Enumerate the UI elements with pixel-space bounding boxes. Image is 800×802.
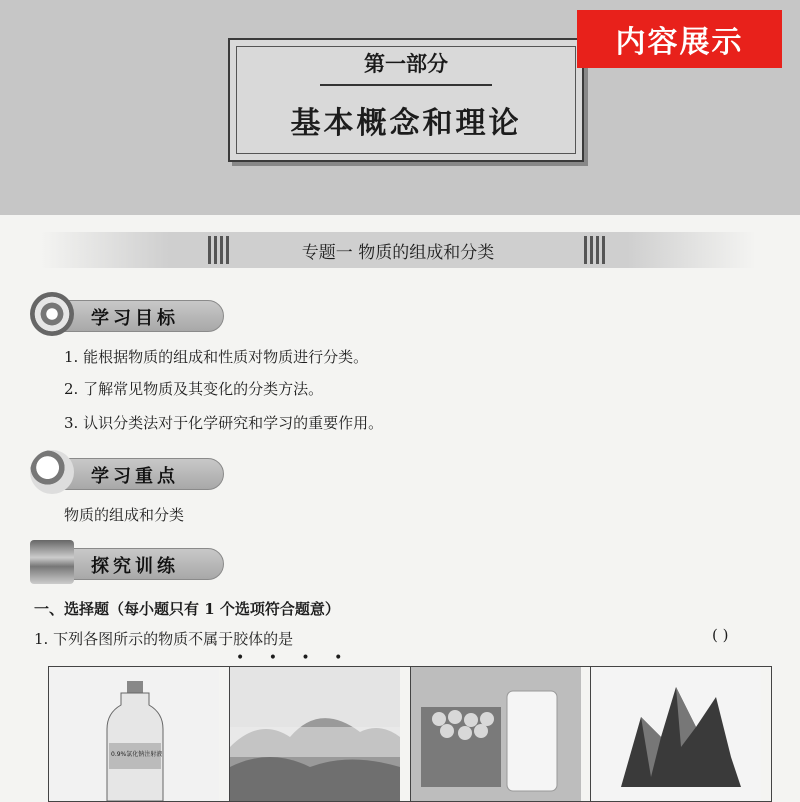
image-foggy-landscape — [230, 667, 411, 801]
goals-heading: 学习目标 — [91, 308, 179, 329]
training-heading: 探究训练 — [91, 556, 179, 577]
focus-text: 物质的组成和分类 — [64, 506, 185, 524]
goals-header — [30, 296, 230, 332]
magnifier-icon — [30, 450, 74, 494]
goals-pill — [60, 300, 224, 332]
crystal-cluster-icon — [591, 667, 761, 801]
image-table — [48, 666, 772, 802]
section-heading: 一、选择题（每小题只有 1 个选项符合题意） — [34, 600, 340, 618]
topic-bar — [40, 232, 756, 268]
emphasis-dots: • • • • — [236, 650, 353, 666]
target-icon — [30, 292, 74, 336]
goal-item: 2. 了解常见物质及其变化的分类方法。 — [64, 380, 324, 398]
fog-mountain-icon — [230, 667, 400, 801]
focus-heading: 学习重点 — [91, 466, 179, 487]
image-soy-milk — [411, 667, 592, 801]
title-divider — [320, 84, 492, 86]
part-title-box — [228, 38, 584, 162]
question-text: 1. 下列各图所示的物质不属于胶体的是 — [34, 630, 294, 648]
training-header — [30, 544, 230, 580]
soybeans-milk-icon — [411, 667, 581, 801]
goal-item: 3. 认识分类法对于化学研究和学习的重要作用。 — [64, 414, 384, 432]
goal-item: 1. 能根据物质的组成和性质对物质进行分类。 — [64, 348, 369, 366]
focus-pill — [60, 458, 224, 490]
image-crystal — [591, 667, 771, 801]
focus-header — [30, 454, 230, 490]
content-display-badge: 内容展示 — [577, 10, 782, 68]
saline-bottle-icon — [49, 667, 219, 801]
image-saline-bottle — [49, 667, 230, 801]
training-pill — [60, 548, 224, 580]
part-label: 第一部分 — [364, 52, 448, 76]
answer-parentheses: ( ) — [712, 626, 729, 644]
part-title: 基本概念和理论 — [290, 106, 522, 141]
topic-title: 专题一 物质的组成和分类 — [301, 243, 495, 263]
hourglass-icon — [30, 540, 74, 584]
bottle-label: 0.9%氯化钠注射液 — [111, 751, 163, 758]
